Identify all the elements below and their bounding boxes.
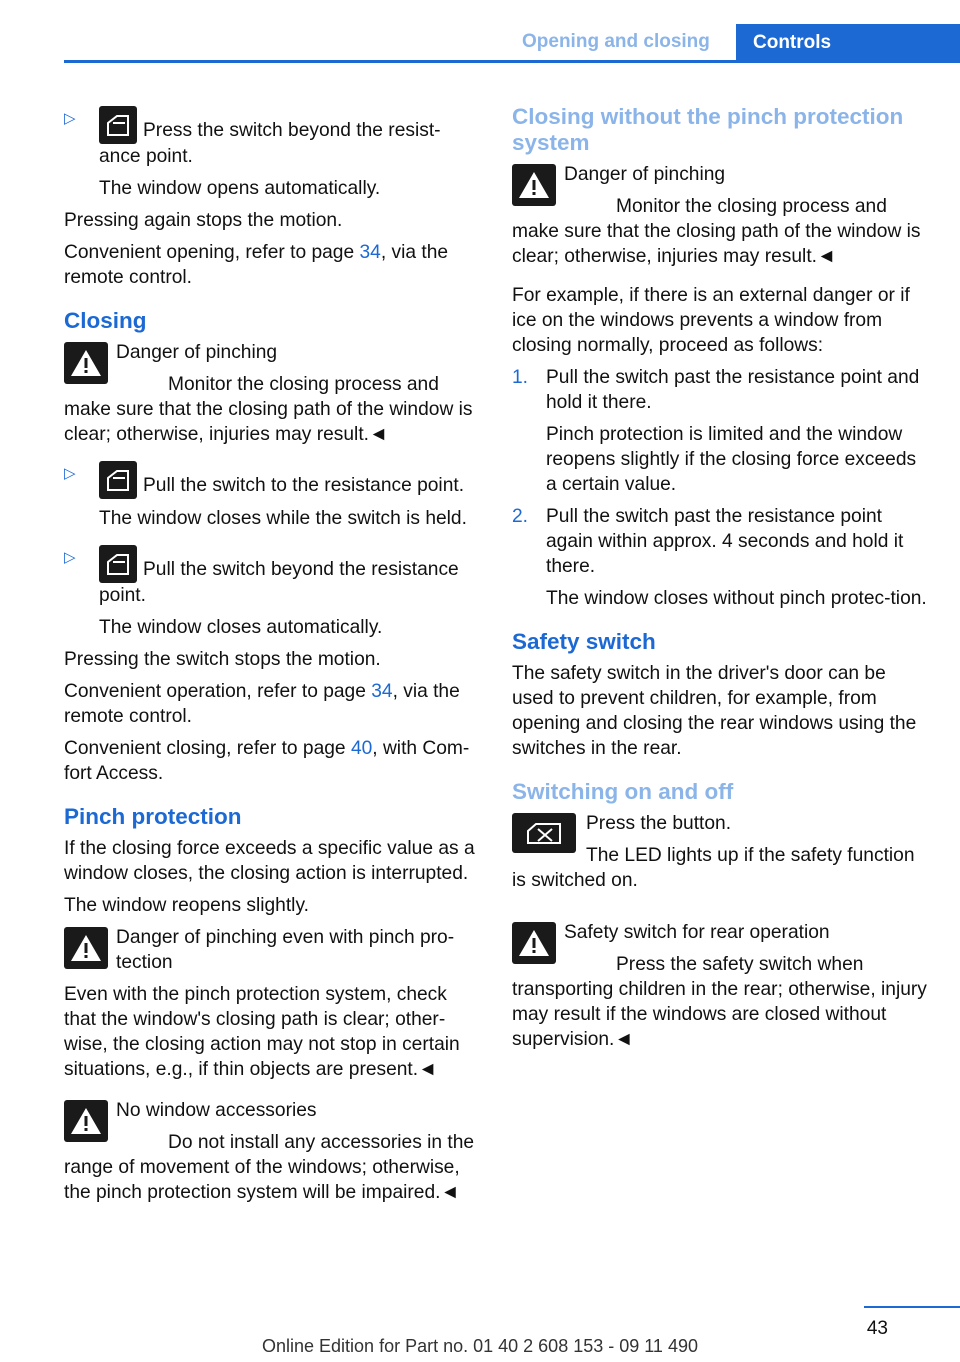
closing-warning-title: Danger of pinching: [116, 342, 278, 363]
pinch-reopen-text: The window reopens slightly.: [64, 895, 309, 916]
triangle-bullet-icon: ▷: [64, 465, 76, 482]
header-chapter-tab: Controls: [736, 24, 960, 63]
led-text: The LED lights up if the safety function is switched on.: [512, 845, 915, 891]
step-note: The window closes without pinch protec-tion.: [546, 588, 927, 609]
pinch-protection-heading: Pinch protection: [64, 804, 242, 829]
example-text: For example, if there is an external danger or if ice on the windows prevents a window from closing normally, proceed as follows:: [512, 285, 910, 356]
pinch-warning-title: Danger of pinching even with pinch pro-tection: [116, 927, 455, 973]
triangle-bullet-icon: ▷: [64, 110, 76, 127]
safety-switch-body: The safety switch in the driver's door can be used to prevent children, for example, from opening and closing the rear windows using the switches in the rear.: [512, 663, 917, 759]
footer-rule: [864, 1306, 960, 1308]
switching-heading: Switching on and off: [512, 779, 734, 804]
window-switch-icon: [99, 106, 137, 144]
page-link-34[interactable]: 34: [359, 242, 381, 263]
safety-switch-heading: Safety switch: [512, 629, 656, 654]
right-column: [512, 104, 928, 1064]
step-text: Pull the switch past the resistance point and hold it there.: [546, 367, 920, 413]
warning-icon: [64, 927, 108, 969]
no-pinch-warning-body: Monitor the closing process and make sure that the closing path of the window is clear; otherwise, injuries may result.◄: [512, 196, 921, 267]
triangle-bullet-icon: ▷: [64, 549, 76, 566]
convenient-opening-text: Convenient opening, refer to page 34, via the remote control.: [64, 242, 449, 288]
left-column: [64, 100, 480, 1217]
no-pinch-warning-title: Danger of pinching: [564, 164, 726, 185]
list-item-open-auto: [64, 106, 480, 169]
step-number: 1.: [512, 367, 529, 388]
accessories-warning: [64, 1098, 480, 1205]
item-close-pull-text: Pull the switch to the resistance point.: [143, 475, 465, 496]
pinch-protection-body: If the closing force exceeds a specific value as a window closes, the closing action is interrupted.: [64, 838, 475, 884]
warning-icon: [512, 164, 556, 206]
list-item-close-pull: [64, 461, 480, 499]
pinch-warning-body: Even with the pinch protection system, check that the window's closing path is clear; other-wise, the closing action may not stop in certain situations, e.g., if thin objects are present.◄: [64, 984, 460, 1080]
convenient-closing-text: Convenient closing, refer to page 40, with Com-fort Access.: [64, 738, 470, 784]
step-2: [512, 504, 928, 611]
close-stop-text: Pressing the switch stops the motion.: [64, 649, 381, 670]
step-note: Pinch protection is limited and the window reopens slightly if the closing force exceeds a certain value.: [546, 424, 917, 495]
step-number: 2.: [512, 506, 529, 527]
page-link-34[interactable]: 34: [371, 681, 393, 702]
warning-icon: [64, 1100, 108, 1142]
window-switch-icon: [99, 545, 137, 583]
rear-warning-body: Press the safety switch when transporting children in the rear; otherwise, injury may result if the windows are closed without supervision.◄: [512, 954, 927, 1050]
item-open-auto-result: The window opens automatically.: [99, 178, 381, 199]
list-item-close-auto: [64, 545, 480, 608]
item-open-auto-text: Press the switch beyond the resist-ance point.: [99, 120, 441, 167]
warning-icon: [64, 342, 108, 384]
header-rule: [64, 60, 960, 63]
no-pinch-warning: [512, 162, 928, 269]
stop-text: Pressing again stops the motion.: [64, 210, 343, 231]
safety-switch-button-icon: [512, 813, 576, 853]
closing-heading: Closing: [64, 308, 147, 333]
pinch-warning: [64, 925, 480, 1082]
accessories-warning-body: Do not install any accessories in the range of movement of the windows; otherwise, the pinch protection system will be impaired.◄: [64, 1132, 475, 1203]
step-text: Pull the switch past the resistance point again within approx. 4 seconds and hold it there.: [546, 506, 904, 577]
item-close-auto-result: The window closes automatically.: [99, 617, 383, 638]
rear-safety-warning: [512, 920, 928, 1052]
header-section-title: Opening and closing: [522, 31, 710, 52]
accessories-warning-title: No window accessories: [116, 1100, 317, 1121]
page-link-40[interactable]: 40: [350, 738, 373, 759]
closing-warning: [64, 340, 480, 447]
step-1: [512, 365, 928, 497]
item-close-pull-result: The window closes while the switch is held.: [99, 508, 467, 529]
window-switch-icon: [99, 461, 137, 499]
rear-warning-title: Safety switch for rear operation: [564, 922, 830, 943]
convenient-operation-text: Convenient operation, refer to page 34, via the remote control.: [64, 681, 460, 727]
switching-block: [512, 811, 928, 900]
page-number: 43: [866, 1318, 888, 1339]
warning-icon: [512, 922, 556, 964]
press-button-text: Press the button.: [586, 813, 732, 834]
no-pinch-heading: Closing without the pinch protection system: [512, 104, 904, 155]
item-close-auto-text: Pull the switch beyond the resistance point.: [99, 559, 459, 606]
closing-warning-body: Monitor the closing process and make sure that the closing path of the window is clear; otherwise, injuries may result.◄: [64, 374, 473, 445]
edition-footer: Online Edition for Part no. 01 40 2 608 153 - 09 11 490: [262, 1336, 698, 1356]
